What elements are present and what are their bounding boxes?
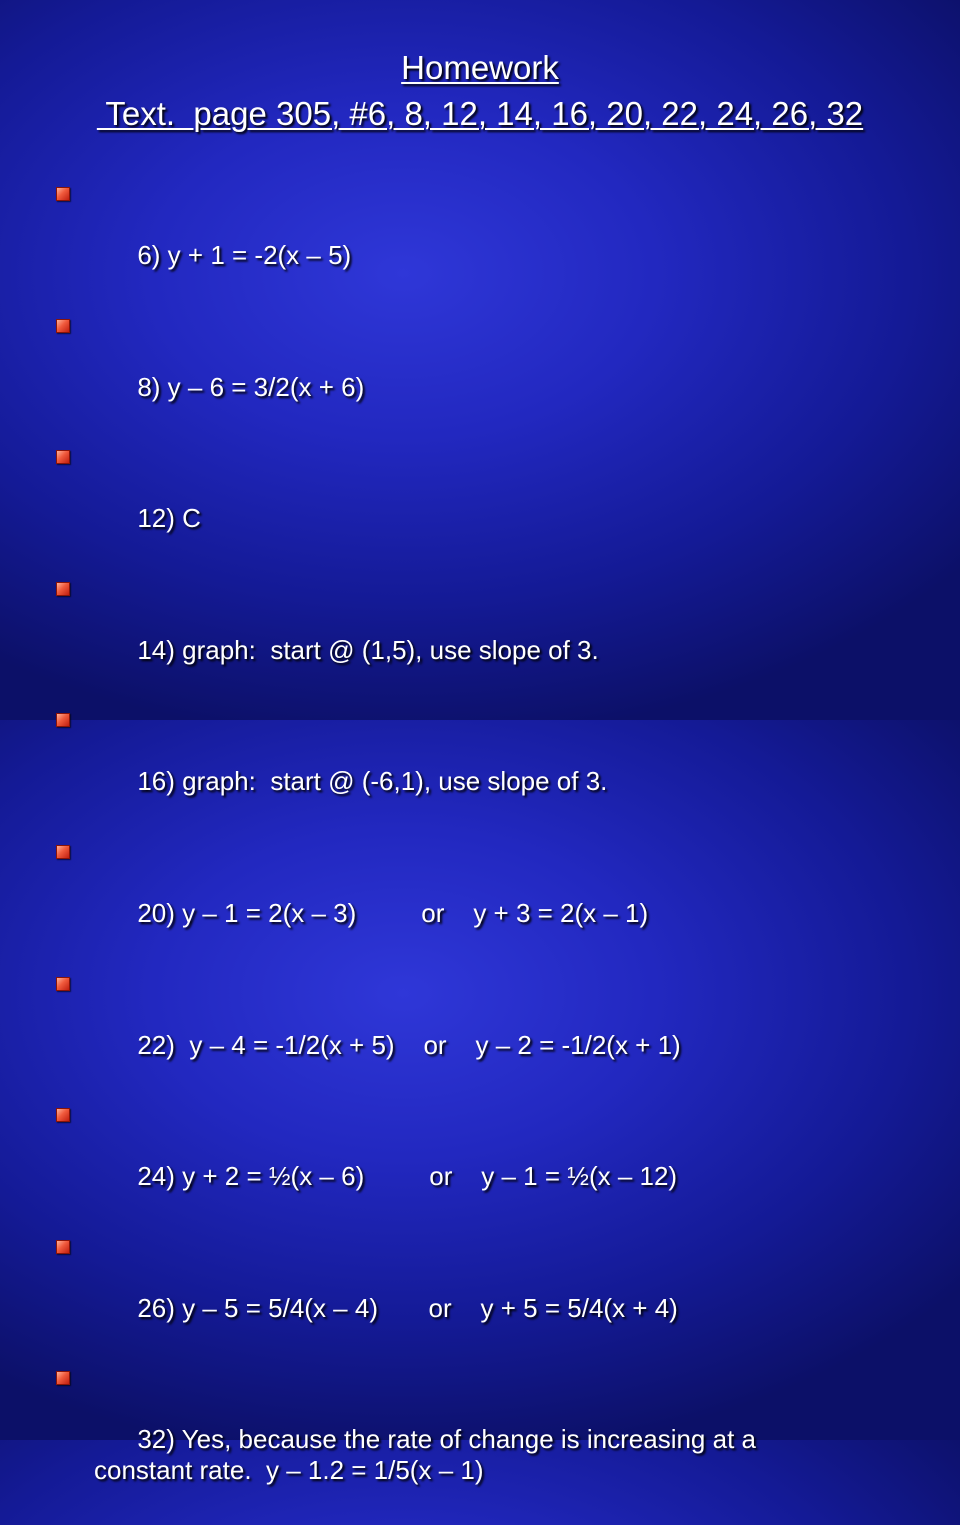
square-bullet-icon bbox=[56, 1108, 70, 1122]
list-item-text: 14) graph: start @ (1,5), use slope of 3. bbox=[137, 634, 599, 665]
list-item bbox=[56, 1231, 916, 1355]
list-item-text: 8) y – 6 = 3/2(x + 6) bbox=[137, 371, 365, 402]
list-item bbox=[56, 1362, 854, 1517]
list-item-text: 12) C bbox=[137, 503, 201, 534]
list-item-text: 32) Yes, because the rate of change is increasing at a constant rate. y – 1.2 = 1/5(x – 1) bbox=[94, 1424, 764, 1486]
square-bullet-icon bbox=[56, 713, 70, 727]
square-bullet-icon bbox=[56, 450, 70, 464]
list-item bbox=[56, 704, 916, 828]
list-item-text: 20) y – 1 = 2(x – 3) or y + 3 = 2(x – 1) bbox=[137, 897, 649, 928]
square-bullet-icon bbox=[56, 582, 70, 596]
list-item bbox=[56, 310, 916, 434]
list-item bbox=[56, 968, 916, 1092]
list-item bbox=[56, 441, 916, 565]
list-item bbox=[56, 836, 916, 960]
list-item-text: 6) y + 1 = -2(x – 5) bbox=[137, 240, 352, 270]
square-bullet-icon bbox=[56, 1371, 70, 1385]
square-bullet-icon bbox=[56, 319, 70, 333]
title-subheading: Text. page 305, #6, 8, 12, 14, 16, 20, 22, 24, 26, 32 bbox=[96, 95, 864, 132]
list-item bbox=[56, 573, 916, 697]
slide-title bbox=[0, 45, 960, 137]
square-bullet-icon bbox=[56, 1240, 70, 1254]
square-bullet-icon bbox=[56, 977, 70, 991]
list-item-text: 24) y + 2 = ½(x – 6) or y – 1 = ½(x – 12) bbox=[137, 1161, 678, 1192]
square-bullet-icon bbox=[56, 187, 70, 201]
title-heading: Homework bbox=[401, 49, 559, 86]
homework-answer-list bbox=[56, 178, 916, 1525]
list-item bbox=[56, 1099, 916, 1223]
square-bullet-icon bbox=[56, 845, 70, 859]
list-item bbox=[56, 178, 916, 302]
list-item-text: 22) y – 4 = -1/2(x + 5) or y – 2 = -1/2(x + 1) bbox=[137, 1029, 681, 1060]
list-item-text: 26) y – 5 = 5/4(x – 4) or y + 5 = 5/4(x + 4) bbox=[137, 1292, 678, 1323]
list-item-text: 16) graph: start @ (-6,1), use slope of 3. bbox=[137, 766, 608, 797]
